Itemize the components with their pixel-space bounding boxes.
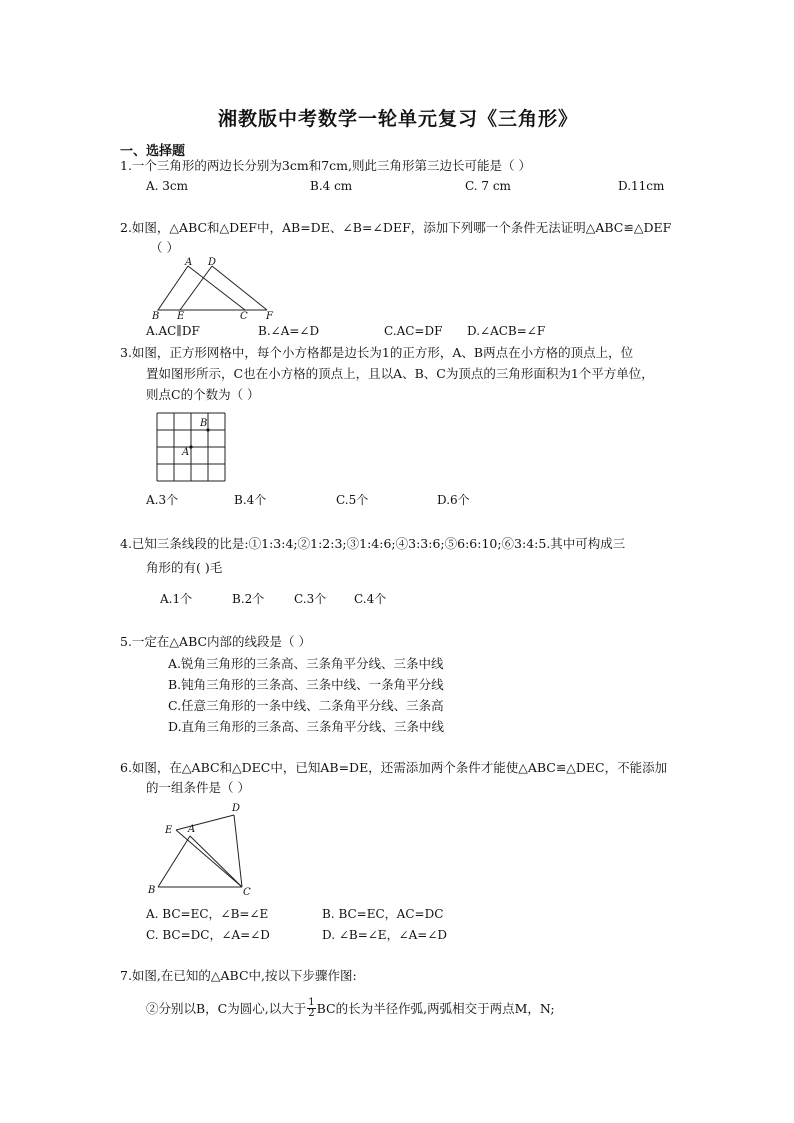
question-2-bracket: （ ） [150, 240, 179, 255]
label-e: E [177, 311, 185, 322]
section-heading: 一、选择题 [120, 144, 186, 159]
q3-option-b: B.4个 [234, 493, 267, 507]
q4-option-a: A.1个 [160, 592, 193, 606]
label-f: F [266, 311, 273, 322]
question-2-text: 2.如图，△ABC和△DEF中，AB=DE、∠B=∠DEF，添加下列哪一个条件无法证明△ABC≌△DEF [120, 220, 672, 235]
question-3-line-3: 则点C的个数为（ ） [146, 387, 260, 402]
q3-grid-figure [154, 410, 230, 484]
question-6-line-1: 6.如图，在△ABC和△DEC中，已知AB=DE，还需添加两个条件才能使△ABC≌△DEC，不能添加 [120, 760, 668, 775]
q6-triangle-figure [146, 800, 258, 896]
q2-option-b: B.∠A=∠D [258, 324, 320, 338]
fraction-denominator: 2 [308, 1008, 315, 1019]
triangle-abc-lines [158, 266, 245, 310]
label-b: B [148, 885, 156, 896]
q3-option-a: A.3个 [146, 493, 179, 507]
q5-option-a: A.锐角三角形的三条高、三条角平分线、三条中线 [168, 656, 444, 671]
q5-option-b: B.钝角三角形的三条高、三条中线、一条角平分线 [168, 677, 444, 692]
segment-ac [190, 836, 242, 887]
segment-ba [158, 836, 190, 887]
label-a: A [188, 824, 196, 835]
segment-df [212, 266, 267, 310]
q1-option-b: B.4 cm [310, 179, 353, 193]
q2-option-a: A.AC∥DF [146, 324, 200, 338]
label-e: E [165, 825, 173, 836]
label-b: B [200, 418, 208, 429]
q7-step-prefix: ②分别以B，C为圆心,以大于 [146, 1000, 307, 1016]
q1-option-c: C. 7 cm [465, 179, 511, 193]
question-1-text: 1.一个三角形的两边长分别为3cm和7cm,则此三角形第三边长可能是（ ） [120, 158, 531, 173]
q3-option-d: D.6个 [437, 493, 470, 507]
question-7-text: 7.如图,在已知的△ABC中,按以下步骤作图: [120, 968, 357, 983]
q6-option-b: B. BC=EC，AC=DC [322, 907, 444, 921]
point-a [189, 445, 192, 448]
segment-ec [176, 830, 242, 887]
fraction-one-half [307, 998, 315, 1019]
q1-option-d: D.11cm [618, 179, 665, 193]
q2-option-d: D.∠ACB=∠F [467, 324, 546, 338]
page-title: 湘教版中考数学一轮单元复习《三角形》 [218, 108, 579, 130]
label-c: C [240, 311, 248, 322]
q1-option-a: A. 3cm [146, 179, 189, 193]
label-a: A [185, 257, 193, 268]
label-b: B [152, 311, 160, 322]
question-4-line-2: 角形的有( )毛 [146, 560, 223, 575]
q6-option-d: D. ∠B=∠E，∠A=∠D [322, 928, 448, 942]
question-3-line-1: 3.如图，正方形网格中，每个小方格都是边长为1的正方形，A、B两点在小方格的顶点上，位 [120, 345, 634, 360]
q6-option-a: A. BC=EC，∠B=∠E [146, 907, 269, 921]
q2-option-c: C.AC=DF [384, 324, 443, 338]
label-c: C [243, 887, 251, 896]
question-5-text: 5.一定在△ABC内部的线段是（ ） [120, 634, 312, 649]
q6-option-c: C. BC=DC，∠A=∠D [146, 928, 270, 942]
question-3-line-2: 置如图形所示，C也在小方格的顶点上，且以A、B、C为顶点的三角形面积为1个平方单位， [146, 366, 654, 381]
q5-option-d: D.直角三角形的三条高、三条角平分线、三条中线 [168, 719, 445, 734]
label-d: D [208, 257, 217, 268]
q4-option-b: B.2个 [232, 592, 265, 606]
q5-option-c: C.任意三角形的一条中线、二条角平分线、三条高 [168, 698, 444, 713]
q2-triangle-figure [150, 256, 280, 322]
q7-step-suffix: BC的长为半径作弧,两弧相交于两点M，N; [316, 1000, 555, 1016]
q3-option-c: C.5个 [336, 493, 369, 507]
label-d: D [232, 803, 241, 814]
question-6-line-2: 的一组条件是（ ） [146, 780, 250, 795]
segment-ed [176, 815, 234, 830]
question-7-step [146, 998, 555, 1019]
q4-option-d: C.4个 [354, 592, 387, 606]
segment-dc [234, 815, 242, 887]
q4-option-c: C.3个 [294, 592, 327, 606]
question-4-line-1: 4.已知三条线段的比是:①1:3:4;②1:2:3;③1:4:6;④3:3:6;⑤6:6:10;⑥3:4:5.其中可构成三 [120, 536, 626, 551]
fraction-numerator: 1 [308, 997, 315, 1008]
label-a: A [182, 447, 190, 458]
